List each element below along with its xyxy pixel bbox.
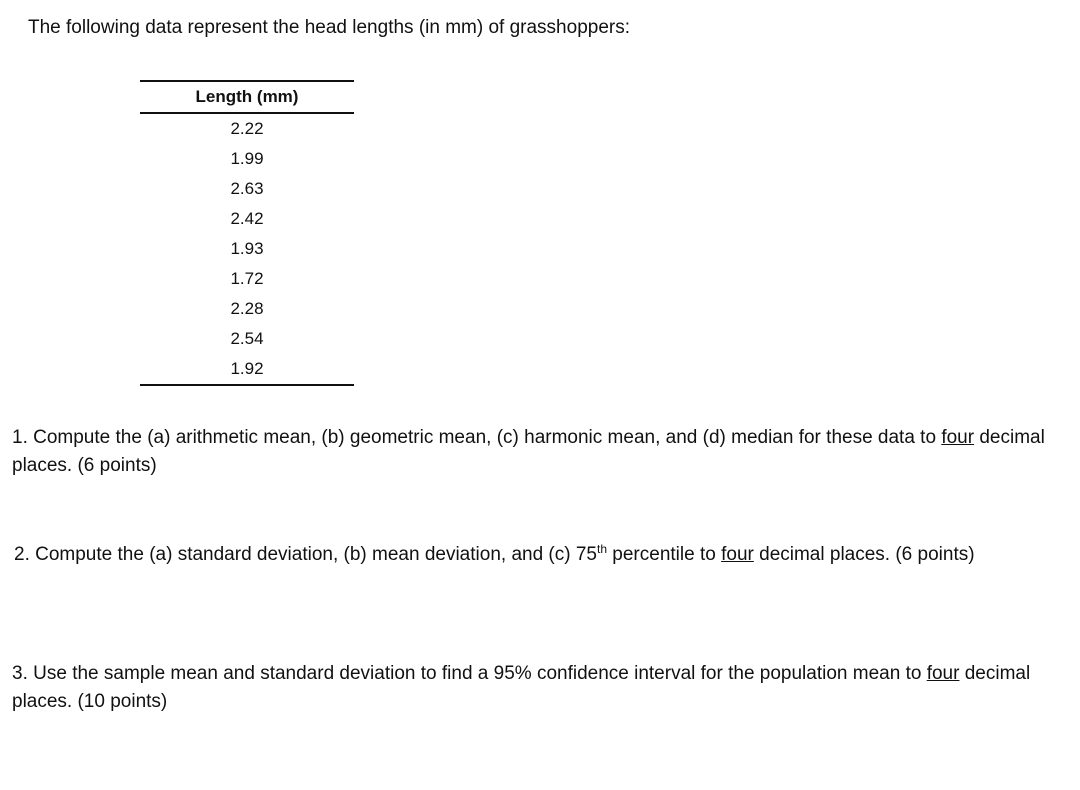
head-length-table <box>140 80 354 386</box>
table-row <box>140 113 354 144</box>
table-cell: 1.93 <box>230 239 264 258</box>
intro-text: The following data represent the head lengths (in mm) of grasshoppers: <box>28 17 630 38</box>
question-3-underlined: four <box>926 663 960 684</box>
table-cell: 1.92 <box>140 354 354 385</box>
column-header-length: Length (mm) <box>140 81 354 113</box>
table-cell: 2.42 <box>230 209 264 228</box>
question-3-text: 3. Use the sample mean and standard deviation to find a 95% confidence interval for the population mean to <box>12 663 927 684</box>
table-cell: 2.54 <box>230 329 264 348</box>
table-row <box>140 234 354 264</box>
question-1-text: 1. Compute the (a) arithmetic mean, (b) geometric mean, (c) harmonic mean, and (d) median for these data to <box>12 427 942 448</box>
question-2-text-end: decimal places. (6 points) <box>753 544 975 565</box>
question-1 <box>12 424 1062 480</box>
question-3-text-end: decimal places. (10 points) <box>12 663 1031 712</box>
table-cell: 2.28 <box>230 299 264 318</box>
table-row <box>140 174 354 204</box>
question-2-underlined: four <box>721 544 754 565</box>
table-cell: 1.99 <box>230 149 264 168</box>
question-3 <box>12 660 1062 716</box>
question-1-underlined: four <box>941 427 975 448</box>
table-row <box>140 294 354 324</box>
question-1-text-end: decimal places. (6 points) <box>12 427 1045 476</box>
question-2-text-middle: percentile to <box>607 544 722 565</box>
table-cell: 2.63 <box>230 179 264 198</box>
table-row <box>140 264 354 294</box>
table-row <box>140 144 354 174</box>
table-cell: 2.22 <box>230 119 264 138</box>
table-row <box>140 204 354 234</box>
table-row <box>140 354 354 385</box>
question-2-text: 2. Compute the (a) standard deviation, (b) mean deviation, and (c) 75 <box>14 544 597 565</box>
question-2 <box>14 541 1074 569</box>
table-cell: 1.72 <box>230 269 264 288</box>
question-2-superscript: th <box>597 542 608 556</box>
table-header-row <box>140 81 354 113</box>
table-row <box>140 324 354 354</box>
